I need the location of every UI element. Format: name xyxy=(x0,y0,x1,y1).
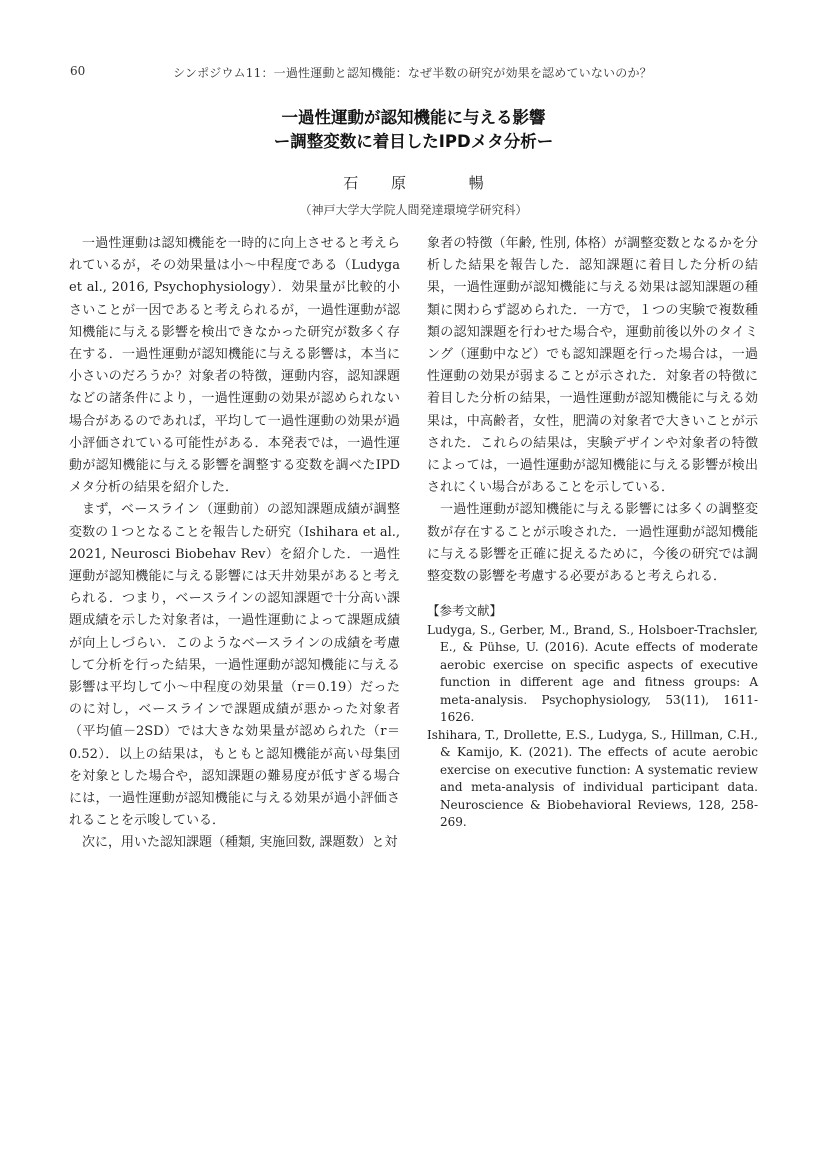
reference-item: Ludyga, S., Gerber, M., Brand, S., Holsboer-Trachsler, E., & Pühse, U. (2016). Acute effects of moderate aerobic exercise on specific aspects of executive function in different age and fitness groups: A meta-analysis. Psychophysiology, 53(11), 1611-1626. xyxy=(427,622,758,724)
title-line-1: 一過性運動が認知機能に与える影響 xyxy=(281,108,546,127)
author-family-name: 石 原 xyxy=(343,174,420,192)
page-number: 60 xyxy=(70,64,86,78)
references-heading: 【参考文献】 xyxy=(427,603,503,618)
paper-title xyxy=(0,106,827,154)
body-column-left xyxy=(69,233,400,855)
page-header xyxy=(70,64,760,84)
author-given-name: 暢 xyxy=(468,174,484,192)
body-column-right xyxy=(427,233,758,588)
body-paragraph: 一過性運動は認知機能を一時的に向上させると考えられているが，その効果量は小～中程度である（Ludyga et al., 2016, Psychophysiology）．効果量が比較的小さいことが一因であると考えられるが，一過性運動が認知機能に与える影響を検出できなかった研究が数多く存在する．一過性運動が認知機能に与える影響は，本当に小さいのだろうか？対象者の特徴，運動内容，認知課題などの諸条件により，一過性運動の効果が認められない場合があるのであれば，平均して一過性運動の効果が過小評価されている可能性がある．本発表では，一過性運動が認知機能に与える影響を調整する変数を調べたIPDメタ分析の結果を紹介した． xyxy=(69,236,400,496)
body-paragraph: まず，ベースライン（運動前）の認知課題成績が調整変数の１つとなることを報告した研究（Ishihara et al., 2021, Neurosci Biobehav Rev）を紹介した．一過性運動が認知機能に与える影響には天井効果があると考えられる．つまり，ベースラインの認知課題で十分高い課題成績を示した対象者は，一過性運動によって課題成績が向上しづらい．このようなベースラインの成績を考慮して分析を行った結果，一過性運動が認知機能に与える影響は平均して小～中程度の効果量（r＝0.19）だったのに対し，ベースラインで課題成績が悪かった対象者（平均値－2SD）では大きな効果量が認められた（r＝0.52）．以上の結果は，もともと認知機能が高い母集団を対象とした場合や，認知課題の難易度が低すぎる場合には，一過性運動が認知機能に与える効果が過小評価されることを示唆している． xyxy=(69,502,400,829)
author-name xyxy=(0,172,827,193)
running-title: シンポジウム11：一過性運動と認知機能：なぜ半数の研究が効果を認めていないのか？ xyxy=(173,66,652,80)
title-line-2: ー調整変数に着目したIPDメタ分析ー xyxy=(273,132,554,151)
reference-item: Ishihara, T., Drollette, E.S., Ludyga, S., Hillman, C.H., & Kamijo, K. (2021). The effects of acute aerobic exercise on executive function: A systematic review and meta-analysis of individual participant data. Neuroscience & Biobehavioral Reviews, 128, 258-269. xyxy=(427,727,758,829)
body-paragraph-continued: 象者の特徴（年齢, 性別, 体格）が調整変数となるかを分析した結果を報告した．認知課題に着目した分析の結果，一過性運動が認知機能に与える効果は認知課題の種類に関わらず認められた．一方で，１つの実験で複数種類の認知課題を行わせた場合や，運動前後以外のタイミング（運動中など）でも認知課題を行った場合は，一過性運動の効果が弱まることが示された．対象者の特徴に着目した分析の結果，一過性運動が認知機能に与える効果は，中高齢者，女性，肥満の対象者で大きいことが示された．これらの結果は，実験デザインや対象者の特徴によっては，一過性運動が認知機能に与える影響が検出されにくい場合があることを示している． xyxy=(427,236,758,496)
body-paragraph: 一過性運動が認知機能に与える影響には多くの調整変数が存在することが示唆された．一過性運動が認知機能に与える影響を正確に捉えるために，今後の研究では調整変数の影響を考慮する必要があると考えられる． xyxy=(427,502,758,585)
author-affiliation: （神戸大学大学院人間発達環境学研究科） xyxy=(299,203,528,217)
body-paragraph: 次に，用いた認知課題（種類, 実施回数, 課題数）と対 xyxy=(82,835,398,851)
title-block xyxy=(0,106,827,218)
references-section xyxy=(427,602,758,832)
